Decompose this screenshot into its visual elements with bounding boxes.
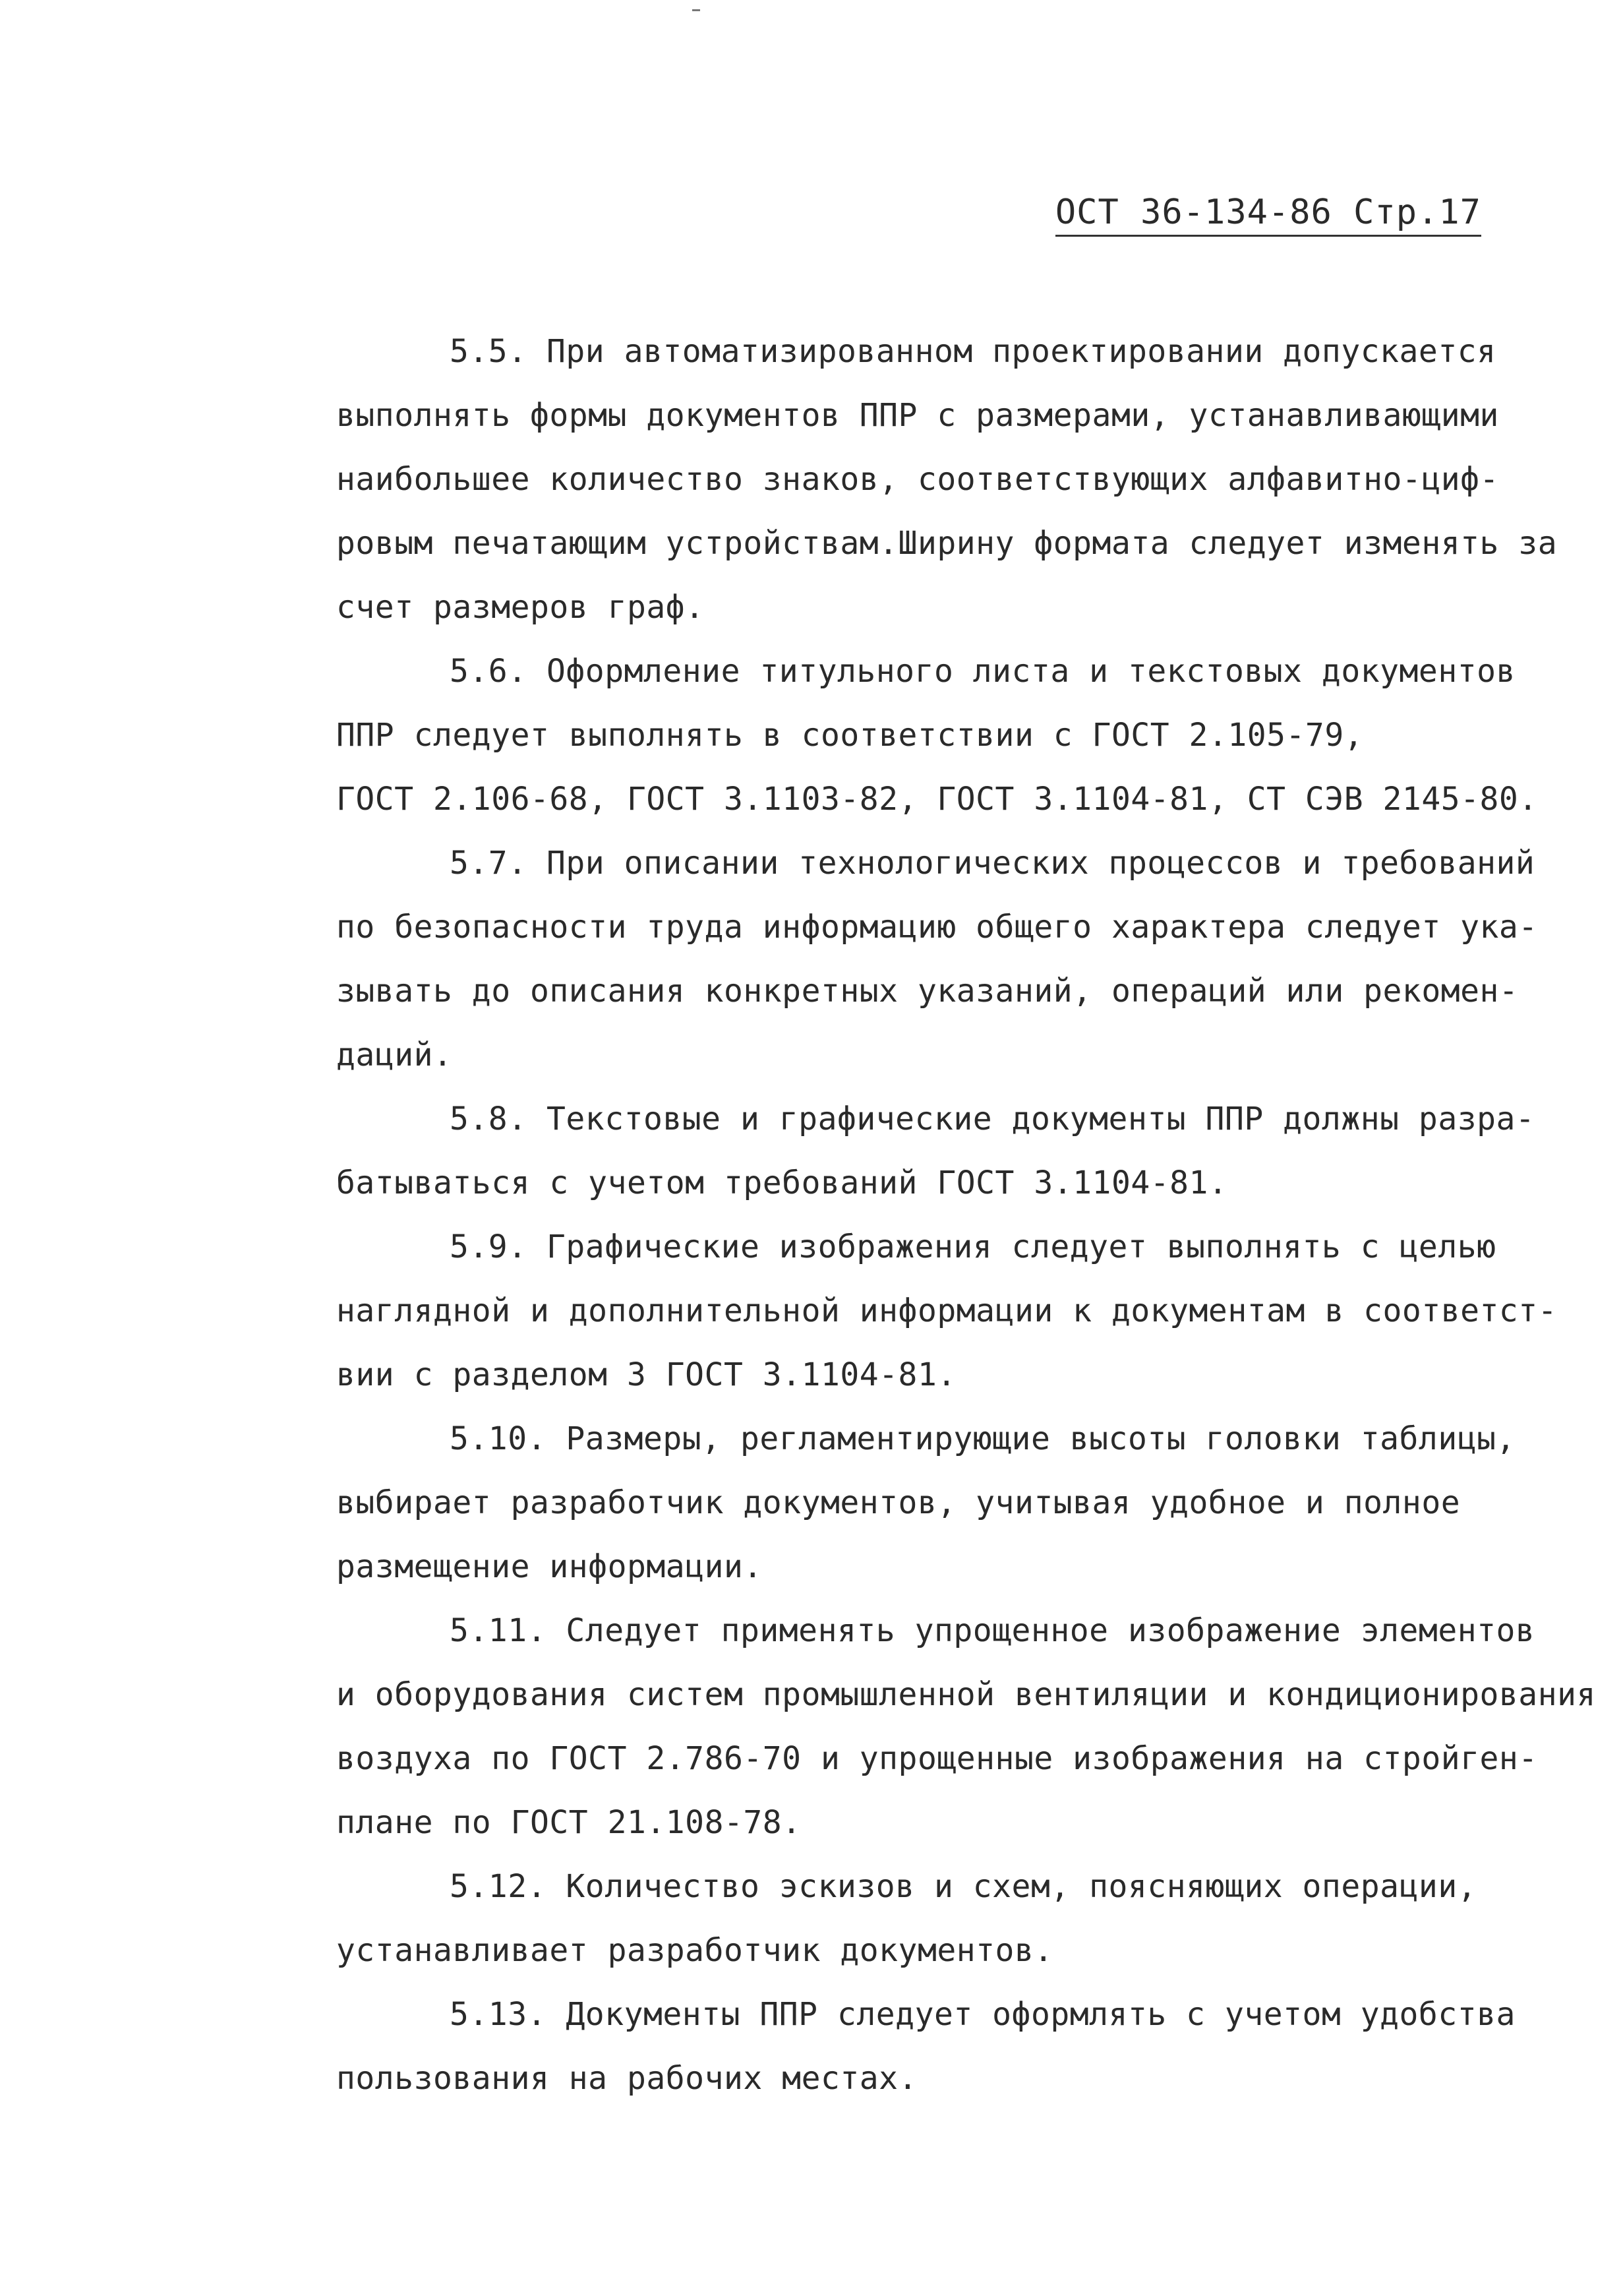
- text-line: устанавливает разработчик документов.: [336, 1932, 1053, 1969]
- text-line: зывать до описания конкретных указаний, операций или рекомен-: [336, 973, 1519, 1010]
- text-line: 5.13. Документы ППР следует оформлять с учетом удобства: [450, 1996, 1516, 2033]
- text-line: выбирает разработчик документов, учитывая удобное и полное: [336, 1484, 1461, 1521]
- text-line: батываться с учетом требований ГОСТ 3.1104-81.: [336, 1164, 1228, 1201]
- paragraph-5-10: [336, 1407, 1589, 1599]
- text-line: 5.12. Количество эскизов и схем, поясняющих операции,: [450, 1868, 1477, 1905]
- text-line: пользования на рабочих местах.: [336, 2060, 918, 2097]
- paragraph-5-11: [336, 1599, 1596, 1855]
- paragraph-5-6: [336, 640, 1589, 831]
- text-line: вии с разделом 3 ГОСТ 3.1104-81.: [336, 1356, 957, 1393]
- text-line: по безопасности труда информацию общего характера следует ука-: [336, 909, 1538, 946]
- text-line: 5.9. Графические изображения следует выполнять с целью: [450, 1228, 1496, 1265]
- paragraph-5-12: [336, 1855, 1589, 1983]
- text-line: даций.: [336, 1037, 453, 1073]
- document-body: [336, 320, 1596, 2111]
- paragraph-5-5: [336, 320, 1589, 640]
- text-line: и оборудования систем промышленной вентиляции и кондиционирования: [336, 1676, 1596, 1713]
- paragraph-5-13: [336, 1983, 1589, 2111]
- text-line: размещение информации.: [336, 1548, 763, 1585]
- text-line: счет размеров граф.: [336, 589, 705, 626]
- text-line: 5.7. При описании технологических процессов и требований: [450, 845, 1535, 882]
- paragraph-5-9: [336, 1215, 1589, 1407]
- text-line: воздуха по ГОСТ 2.786-70 и упрощенные изображения на стройген-: [336, 1740, 1538, 1777]
- text-line: ГОСТ 2.106-68, ГОСТ 3.1103-82, ГОСТ 3.1104-81, СТ СЭВ 2145-80.: [336, 781, 1538, 818]
- text-line: 5.6. Оформление титульного листа и текстовых документов: [450, 653, 1516, 690]
- text-line: 5.11. Следует применять упрощенное изображение элементов: [450, 1612, 1535, 1649]
- text-line: ППР следует выполнять в соответствии с ГОСТ 2.105-79,: [336, 717, 1364, 754]
- text-line: 5.5. При автоматизированном проектировании допускается: [450, 333, 1496, 370]
- text-line: ровым печатающим устройствам.Ширину формата следует изменять за: [336, 525, 1558, 562]
- text-line: наглядной и дополнительной информации к документам в соответст-: [336, 1292, 1558, 1329]
- page-header: ОСТ 36-134-86 Стр.17: [1055, 193, 1481, 237]
- text-line: плане по ГОСТ 21.108-78.: [336, 1804, 802, 1841]
- paragraph-5-8: [336, 1087, 1589, 1215]
- text-line: наибольшее количество знаков, соответствующих алфавитно-циф-: [336, 461, 1499, 498]
- text-line: 5.8. Текстовые и графические документы ППР должны разра-: [450, 1101, 1535, 1137]
- scan-speck: [692, 9, 700, 11]
- paragraph-5-7: [336, 831, 1589, 1087]
- text-line: выполнять формы документов ППР с размерами, устанавливающими: [336, 397, 1499, 434]
- text-line: 5.10. Размеры, регламентирующие высоты головки таблицы,: [450, 1420, 1516, 1457]
